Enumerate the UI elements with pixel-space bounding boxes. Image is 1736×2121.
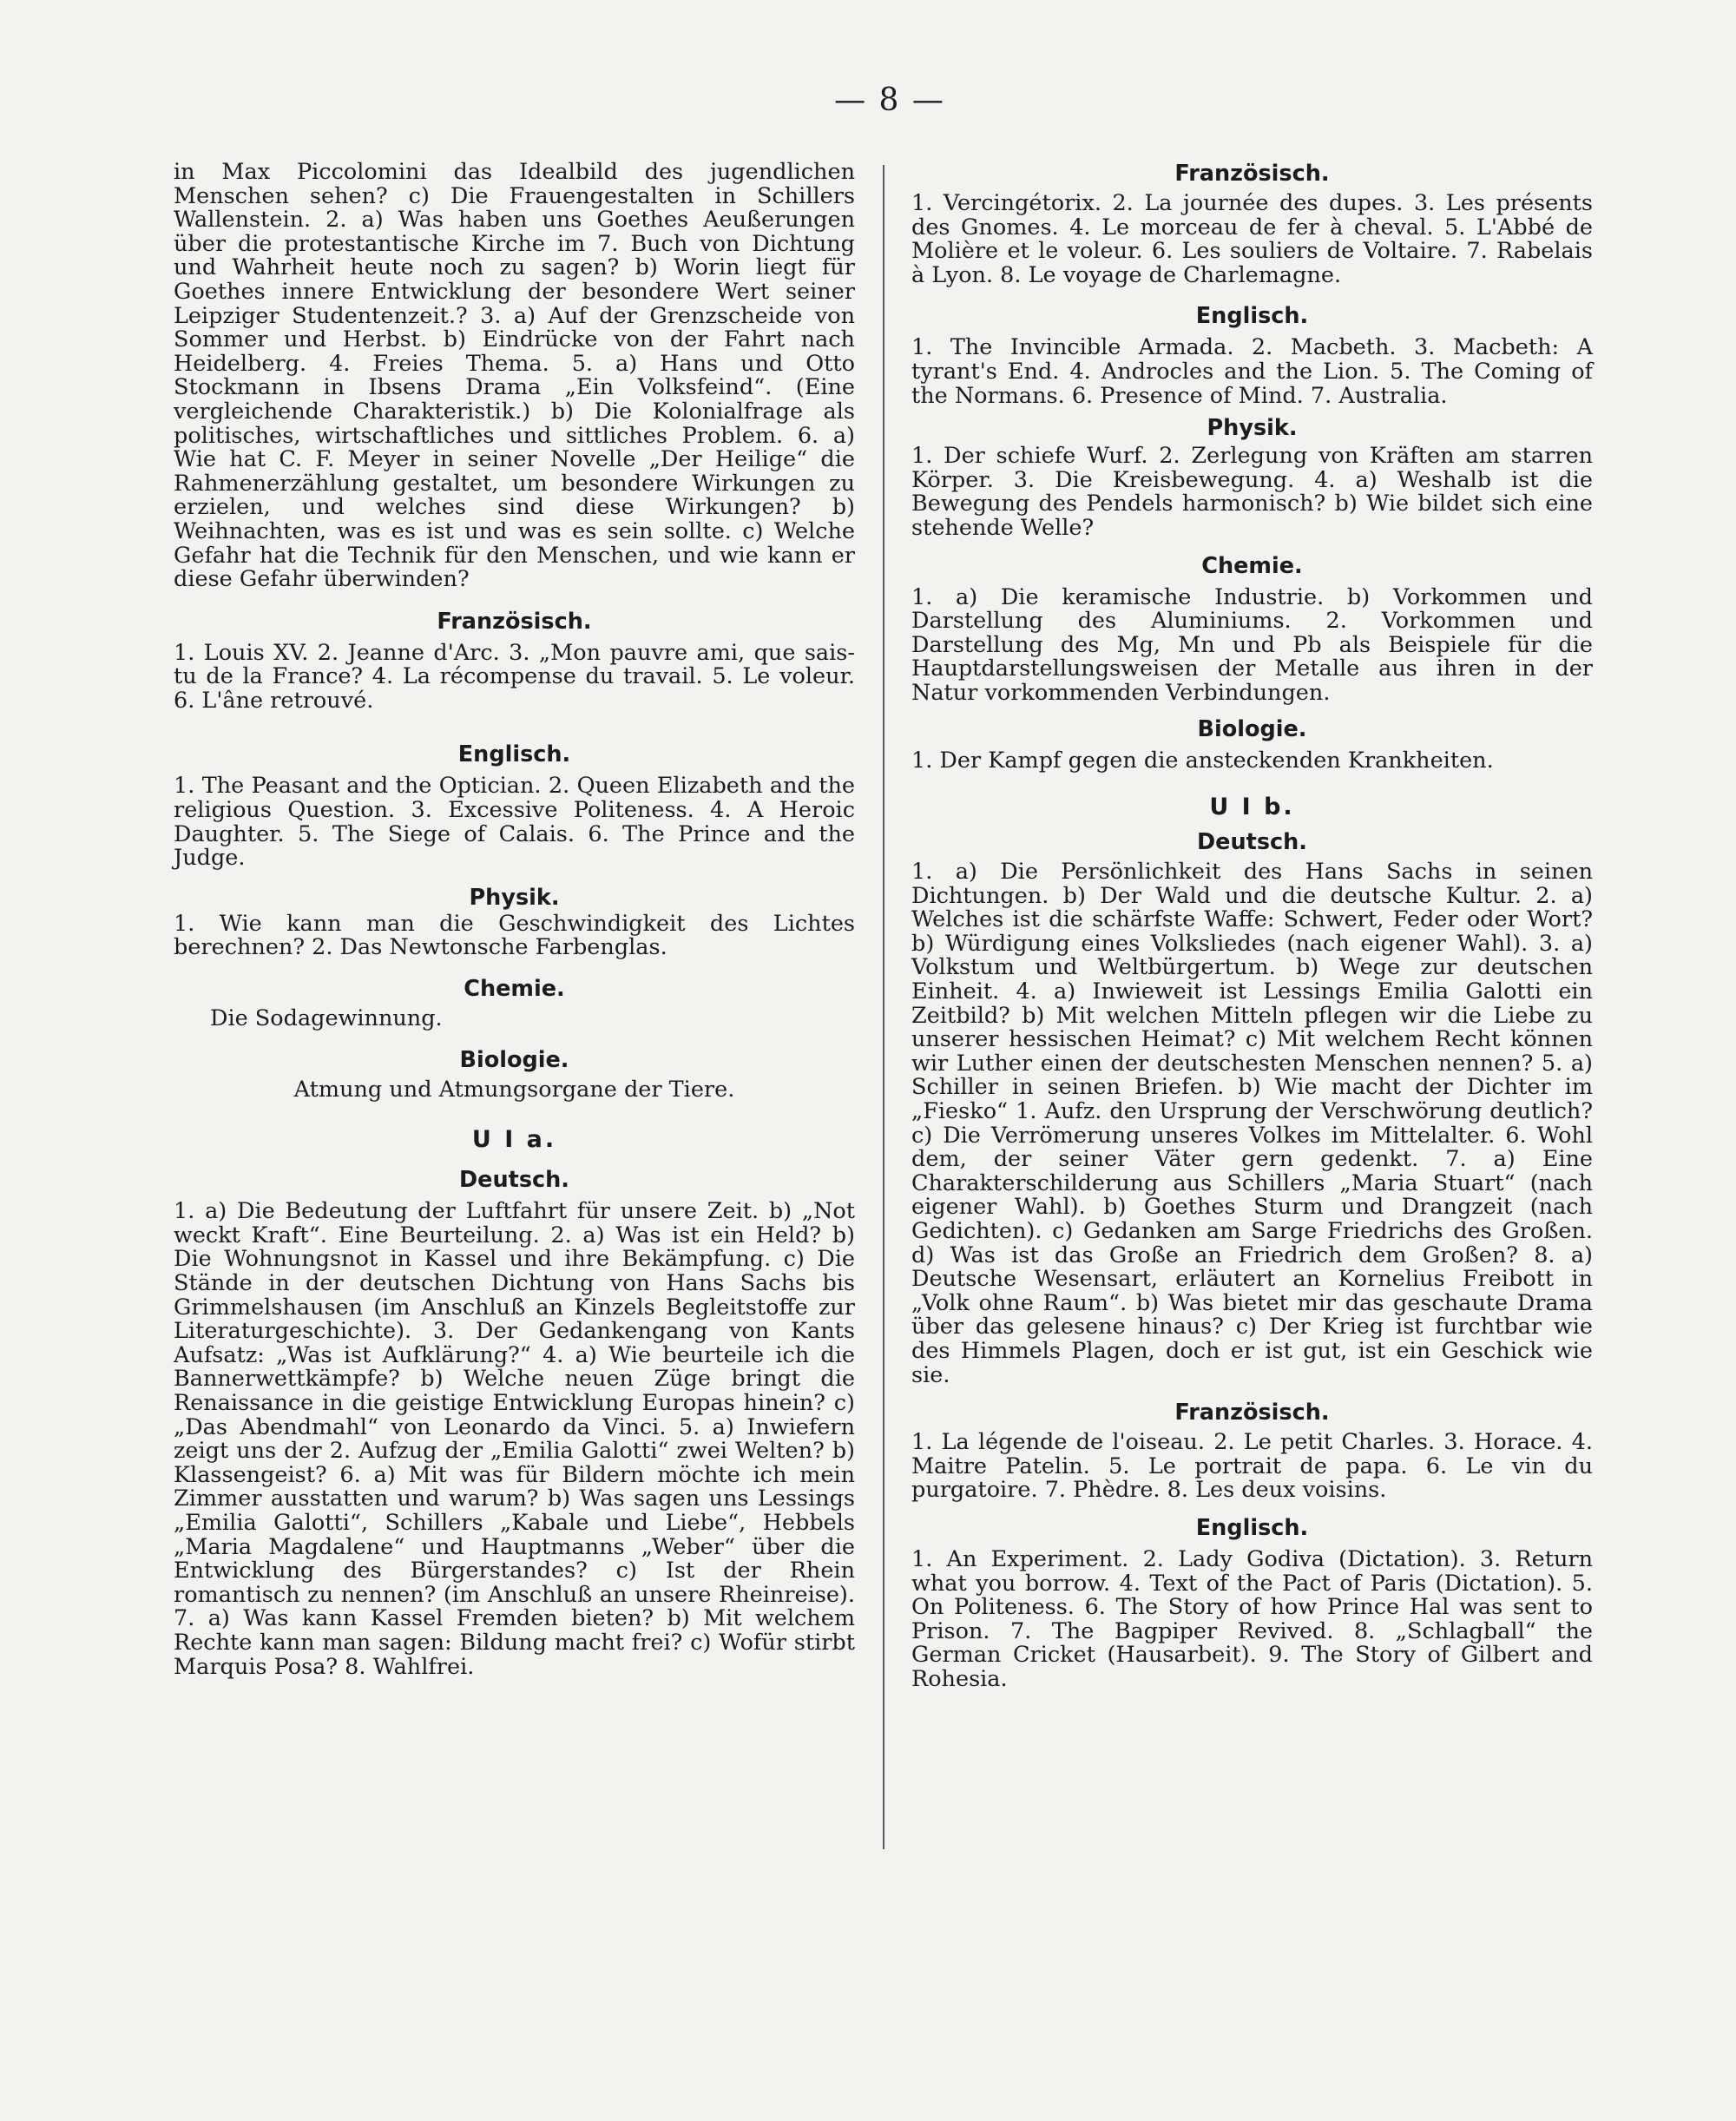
left-column [174, 161, 855, 1679]
heading-franzoesisch-uia: Französisch. [1174, 161, 1330, 187]
heading-physik-oia: Physik. [469, 884, 560, 911]
heading-biologie-oia: Biologie. [459, 1046, 569, 1073]
franzoesisch-uib-topics: 1. La légende de l'oiseau. 2. Le petit Charles. 3. Horace. 4. Maitre Patelin. 5. Le portrait de papa. 6. Le vin du purgatoire. 7. Phèdre. 8. Les deux voisins. [911, 1429, 1593, 1504]
heading-franzoesisch-uib: Französisch. [1174, 1400, 1330, 1426]
heading-physik-uia: Physik. [1207, 415, 1298, 442]
heading-franzoesisch-oia: Französisch. [437, 608, 592, 635]
heading-englisch-uia: Englisch. [1195, 303, 1309, 330]
englisch-uib-topics: 1. An Experiment. 2. Lady Godiva (Dictation). 3. Return what you borrow. 4. Text of the Pact of Paris (Dictation). 5. On Politeness. 6. The Story of how Prince Hal was sent to Prison. 7. The Bagpiper Revived. 8. „Schlagball“ the German Cricket (Hausarbeit). 9. The Story of Gilbert and Rohesia. [911, 1545, 1593, 1692]
physik-uia-topics: 1. Der schiefe Wurf. 2. Zerlegung von Kräften am starren Körper. 3. Die Kreisbewegung. 4. a) Weshalb ist die Bewegung des Pendels harmonisch? b) Wie bildet sich eine stehende Welle? [911, 443, 1593, 541]
heading-class-uib: U I b. [1209, 794, 1295, 821]
biologie-oia-topics: Atmung und Atmungsorgane der Tiere. [293, 1076, 735, 1103]
physik-oia-topics: 1. Wie kann man die Geschwindigkeit des Lichtes berechnen? 2. Das Newtonsche Farbenglas. [174, 910, 855, 961]
heading-biologie-uia: Biologie. [1197, 715, 1307, 742]
heading-class-uia: U I a. [471, 1126, 557, 1154]
heading-chemie-oia: Chemie. [464, 976, 565, 1003]
englisch-oia-topics: 1. The Peasant and the Optician. 2. Queen Elizabeth and the religious Question. 3. Excessive Politeness. 4. A Heroic Daughter. 5. The Siege of Calais. 6. The Prince and the Judge. [174, 773, 855, 872]
heading-chemie-uia: Chemie. [1201, 552, 1303, 579]
deutsch-oia-continuation: in Max Piccolomini das Idealbild des jugendlichen Menschen sehen? c) Die Frauengestalten in Schillers Wallenstein. 2. a) Was haben uns Goethes Aeußerungen über die protestantische Kirche im 7. Buch von Dichtung und Wahrheit heute noch zu sagen? b) Worin liegt für Goethes innere Entwicklung der besondere Wert seiner Leipziger Studentenzeit.? 3. a) Auf der Grenzscheide von Sommer und Herbst. b) Eindrücke von der Fahrt nach Heidelberg. 4. Freies Thema. 5. a) Hans und Otto Stockmann in Ibsens Drama „Ein Volksfeind“. (Eine vergleichende Charakteristik.) b) Die Kolonialfrage als politisches, wirtschaftliches und sittliches Problem. 6. a) Wie hat C. F. Meyer in seiner Novelle „Der Heilige“ die Rahmenerzählung gestaltet, um besondere Wirkungen zu erzielen, und welches sind diese Wirkungen? b) Weihnachten, was es ist und was es sein sollte. c) Welche Gefahr hat die Technik für den Menschen, und wie kann er diese Gefahr überwinden? [174, 159, 855, 593]
deutsch-uib-topics: 1. a) Die Persönlichkeit des Hans Sachs in seinen Dichtungen. b) Der Wald und die deutsche Kultur. 2. a) Welches ist die schärfste Waffe: Schwert, Feder oder Wort? b) Würdigung eines Volksliedes (nach eigener Wahl). 3. a) Volkstum und Weltbürgertum. b) Wege zur deutschen Einheit. 4. a) Inwieweit ist Lessings Emilia Galotti ein Zeitbild? b) Mit welchen Mitteln pflegen wir die Liebe zu unserer hessischen Heimat? c) Mit welchem Recht können wir Luther einen der deutschesten Menschen nennen? 5. a) Schiller in seinen Briefen. b) Wie macht der Dichter im „Fiesko“ 1. Aufz. den Ursprung der Verschwörung deutlich? c) Die Verrömerung unseres Volkes im Mittelalter. 6. Wohl dem, der seiner Väter gern gedenkt. 7. a) Eine Charakterschilderung aus Schillers „Maria Stuart“ (nach eigener Wahl). b) Goethes Sturm und Drangzeit (nach Gedichten). c) Gedanken am Sarge Friedrichs des Großen. d) Was ist das Große an Friedrich dem Großen? 8. a) Deutsche Wesensart, erläutert an Kornelius Freibott in „Volk ohne Raum“. b) Was bietet mir das geschaute Drama über das gelesene hinaus? c) Der Krieg ist furchtbar wie des Himmels Plagen, doch er ist gut, ist ein Geschick wie sie. [911, 859, 1593, 1388]
deutsch-uia-topics: 1. a) Die Bedeutung der Luftfahrt für unsere Zeit. b) „Not weckt Kraft“. Eine Beurteilung. 2. a) Was ist ein Held? b) Die Wohnungsnot in Kassel und ihre Bekämpfung. c) Die Stände in der deutschen Dichtung von Hans Sachs bis Grimmelshausen (im Anschluß an Kinzels Begleitstoffe zur Literaturgeschichte). 3. Der Gedankengang von Kants Aufsatz: „Was ist Aufklärung?“ 4. a) Wie beurteile ich die Bannerwettkämpfe? b) Welche neuen Züge bringt die Renaissance in die geistige Entwicklung Europas hinein? c) „Das Abendmahl“ von Leonardo da Vinci. 5. a) Inwiefern zeigt uns der 2. Aufzug der „Emilia Galotti“ zwei Welten? b) Klassengeist? 6. a) Mit was für Bildern möchte ich mein Zimmer ausstatten und warum? b) Was sagen uns Lessings „Emilia Galotti“, Schillers „Kabale und Liebe“, Hebbels „Maria Magdalene“ und Hauptmanns „Weber“ über die Entwicklung des Bürgerstandes? c) Ist der Rhein romantisch zu nennen? (im Anschluß an unsere Rheinreise). 7. a) Was kann Kassel Fremden bieten? b) Mit welchem Rechte kann man sagen: Bildung macht frei? c) Wofür stirbt Marquis Posa? 8. Wahlfrei. [174, 1198, 855, 1680]
right-column [911, 161, 1593, 1692]
heading-englisch-oia: Englisch. [457, 741, 571, 768]
heading-englisch-uib: Englisch. [1195, 1514, 1309, 1541]
page-number: — 8 — [834, 82, 945, 118]
englisch-uia-topics: 1. The Invincible Armada. 2. Macbeth. 3. Macbeth: A tyrant's End. 4. Androcles and the Lion. 5. The Coming of the Normans. 6. Presence of Mind. 7. Australia. [911, 334, 1593, 409]
franzoesisch-uia-topics: 1. Vercingétorix. 2. La journée des dupes. 3. Les présents des Gnomes. 4. Le morceau de fer à cheval. 5. L'Abbé de Molière et le voleur. 6. Les souliers de Voltaire. 7. Rabelais à Lyon. 8. Le voyage de Charlemagne. [911, 190, 1593, 288]
chemie-oia-topics: Die Sodagewinnung. [210, 1005, 443, 1032]
chemie-uia-topics: 1. a) Die keramische Industrie. b) Vorkommen und Darstellung des Aluminiums. 2. Vorkommen und Darstellung des Mg, Mn und Pb als Beispiele für die Hauptdarstellungsweisen der Metalle aus ihren in der Natur vorkommenden Verbindungen. [911, 583, 1593, 706]
franzoesisch-oia-topics: 1. Louis XV. 2. Jeanne d'Arc. 3. „Mon pauvre ami, que sais-tu de la France? 4. La récompense du travail. 5. Le voleur. 6. L'âne retrouvé. [174, 639, 855, 714]
heading-deutsch-uib: Deutsch. [1197, 829, 1307, 856]
heading-deutsch-uia: Deutsch. [459, 1167, 569, 1194]
column-divider [883, 165, 884, 1849]
biologie-uia-topics: 1. Der Kampf gegen die ansteckenden Krankheiten. [911, 747, 1494, 774]
